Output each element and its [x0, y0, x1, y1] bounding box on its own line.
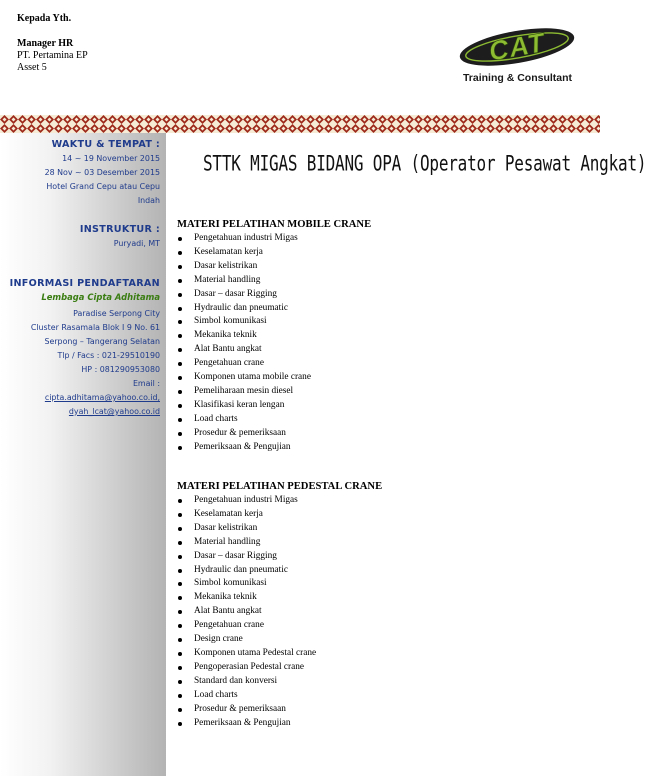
- logo-mark-text: CAT: [486, 27, 548, 67]
- list-item: Keselamatan kerja: [177, 508, 587, 522]
- instructor-heading: INSTRUKTUR :: [79, 224, 160, 235]
- logo-tagline: Training & Consultant: [462, 72, 573, 84]
- list-item: Dasar – dasar Rigging: [177, 550, 587, 564]
- topic-list: [177, 494, 587, 730]
- list-item: Material handling: [177, 536, 587, 550]
- decorative-divider: [0, 115, 600, 133]
- schedule-heading: WAKTU & TEMPAT :: [51, 139, 160, 150]
- page-title: STTK MIGAS BIDANG OPA (Operator Pesawat Angkat): [203, 150, 646, 176]
- list-item: Komponen utama mobile crane: [177, 371, 587, 385]
- list-item: Load charts: [177, 689, 587, 703]
- registration-organization: Lembaga Cipta Adhitama: [41, 292, 160, 302]
- list-item: Mekanika teknik: [177, 329, 587, 343]
- registration-mobile: HP : 081290953080: [81, 365, 160, 374]
- list-item: Pengetahuan industri Migas: [177, 232, 587, 246]
- registration-heading: INFORMASI PENDAFTARAN: [9, 278, 160, 289]
- schedule-line: 28 Nov ~ 03 Desember 2015: [44, 168, 160, 177]
- list-item: Pengoperasian Pedestal crane: [177, 661, 587, 675]
- list-item: Dasar kelistrikan: [177, 522, 587, 536]
- registration-phone: Tlp / Facs : 021-29510190: [57, 351, 160, 360]
- registration-line: Paradise Serpong City: [73, 309, 160, 318]
- list-item: Pemeriksaan & Pengujian: [177, 717, 587, 731]
- list-item: Design crane: [177, 633, 587, 647]
- instructor-name: Puryadi, MT: [113, 239, 160, 248]
- address-company: PT. Pertamina EP: [17, 50, 88, 61]
- list-item: Material handling: [177, 274, 587, 288]
- list-item: Keselamatan kerja: [177, 246, 587, 260]
- registration-line: Cluster Rasamala Blok I 9 No. 61: [30, 323, 160, 332]
- section-pedestal-crane: [177, 480, 587, 730]
- address-block: [17, 13, 88, 74]
- registration-line: Serpong – Tangerang Selatan: [44, 337, 160, 346]
- list-item: Pengetahuan crane: [177, 357, 587, 371]
- section-heading: MATERI PELATIHAN PEDESTAL CRANE: [177, 481, 383, 492]
- section-heading: MATERI PELATIHAN MOBILE CRANE: [177, 219, 372, 230]
- list-item: Hydraulic dan pneumatic: [177, 564, 587, 578]
- email-link[interactable]: dyah_lcat@yahoo.co.id: [68, 407, 160, 416]
- cat-logo-mark: [455, 22, 580, 72]
- list-item: Mekanika teknik: [177, 591, 587, 605]
- address-recipient: Manager HR: [17, 38, 74, 49]
- list-item: Klasifikasi keran lengan: [177, 399, 587, 413]
- list-item: Simbol komunikasi: [177, 577, 587, 591]
- schedule-line: Indah: [137, 196, 160, 205]
- list-item: Standard dan konversi: [177, 675, 587, 689]
- list-item: Dasar – dasar Rigging: [177, 288, 587, 302]
- list-item: Hydraulic dan pneumatic: [177, 302, 587, 316]
- list-item: Pemeriksaan & Pengujian: [177, 441, 587, 455]
- list-item: Dasar kelistrikan: [177, 260, 587, 274]
- list-item: Alat Bantu angkat: [177, 343, 587, 357]
- schedule-line: Hotel Grand Cepu atau Cepu: [46, 182, 160, 191]
- list-item: Prosedur & pemeriksaan: [177, 703, 587, 717]
- registration-email-label: Email :: [132, 379, 160, 388]
- email-link[interactable]: cipta.adhitama@yahoo.co.id,: [44, 393, 160, 402]
- list-item: Alat Bantu angkat: [177, 605, 587, 619]
- topic-list: [177, 232, 587, 455]
- list-item: Pengetahuan industri Migas: [177, 494, 587, 508]
- address-unit: Asset 5: [17, 62, 47, 73]
- list-item: Simbol komunikasi: [177, 315, 587, 329]
- section-mobile-crane: [177, 218, 587, 455]
- list-item: Prosedur & pemeriksaan: [177, 427, 587, 441]
- company-logo: [455, 22, 580, 88]
- list-item: Komponen utama Pedestal crane: [177, 647, 587, 661]
- list-item: Load charts: [177, 413, 587, 427]
- list-item: Pemeliharaan mesin diesel: [177, 385, 587, 399]
- address-greeting: Kepada Yth.: [17, 13, 72, 24]
- list-item: Pengetahuan crane: [177, 619, 587, 633]
- schedule-line: 14 ~ 19 November 2015: [62, 154, 160, 163]
